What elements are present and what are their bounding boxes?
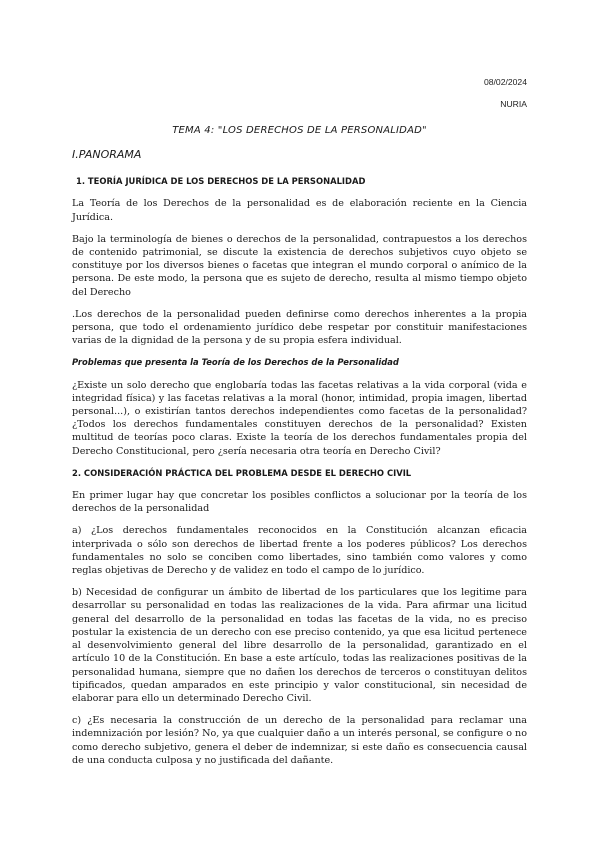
- document-title: TEMA 4: "LOS DERECHOS DE LA PERSONALIDAD": [172, 125, 427, 136]
- document-date: 08/02/2024: [483, 77, 527, 87]
- document-body: [72, 148, 527, 776]
- document-author: NURIA: [500, 99, 527, 109]
- subheading-problems: Problemas que presenta la Teoría de los Derechos de la Personalidad: [72, 357, 399, 368]
- paragraph-item-a: a) ¿Los derechos fundamentales reconocidos en la Constitución alcanzan eficacia interprivada o sólo son derechos de libertad frente a los poderes públicos? Los derechos fundamentales no solo se conciben como libertades, sino también como valores y como reglas objetivas de Derecho y de validez en todo el campo de lo jurídico.: [72, 525, 527, 577]
- paragraph: .Los derechos de la personalidad pueden definirse como derechos inherentes a la propia persona, que todo el ordenamiento jurídico debe respetar por constituir manifestaciones varias de la dignidad de la persona y de su propia esfera individual.: [72, 308, 527, 347]
- section-heading-panorama: I.PANORAMA: [72, 148, 142, 161]
- paragraph-item-c: c) ¿Es necesaria la construcción de un derecho de la personalidad para reclamar una indemnización por lesión? No, ya que cualquier daño a un interés personal, se configure o no como derecho subjetivo, genera el deber de indemnizar, si este daño es consecuencia causal de una conducta culposa y no justificada del dañante.: [72, 715, 527, 766]
- paragraph: ¿Existe un solo derecho que englobaría todas las facetas relativas a la vida corporal (vida e integridad física) y las facetas relativas a la moral (honor, intimidad, propia imagen, libertad personal...), o existirían tantos derechos independientes como facetas de la personalidad? ¿Todos los derechos fundamentales constituyen derechos de la personalidad? Existen multitud de teorías poco claras. Existe la teoría de los derechos fundamentales propia del Derecho Constitucional, pero ¿sería necesaria otra teoría en Derecho Civil?: [72, 379, 527, 457]
- paragraph: En primer lugar hay que concretar los posibles conflictos a solucionar por la teoría de los derechos de la personalidad: [72, 490, 527, 515]
- subsection-heading-1: 1. TEORÍA JURÍDICA DE LOS DERECHOS DE LA PERSONALIDAD: [76, 176, 366, 187]
- paragraph: La Teoría de los Derechos de la personalidad es de elaboración reciente en la Ciencia Jurídica.: [72, 198, 527, 223]
- subsection-heading-2: 2. CONSIDERACIÓN PRÁCTICA DEL PROBLEMA DESDE EL DERECHO CIVIL: [72, 467, 412, 478]
- paragraph-item-b: b) Necesidad de configurar un ámbito de libertad de los particulares que los legitime para desarrollar su personalidad en todas las realizaciones de la vida. Para afirmar una licitud general del desarrollo de la personalidad en todas las facetas de la vida, no es preciso postular la existencia de un derecho con ese preciso contenido, ya que esa licitud pertenece al desenvolvimiento general del libre desarrollo de la personalidad, garantizado en el artículo 10 de la Constitución. En base a este artículo, todas las realizaciones positivas de la personalidad humana, siempre que no dañen los derechos de terceros o constituyan delitos tipificados, quedan amparados en este principio y valor constitucional, sin necesidad de elaborar para ello un determinado Derecho Civil.: [72, 587, 527, 704]
- paragraph: Bajo la terminología de bienes o derechos de la personalidad, contrapuestos a los derechos de contenido patrimonial, se discute la existencia de derechos subjetivos cuyo objeto se constituye por los diversos bienes o facetas que integran el mundo corporal o anímico de la persona. De este modo, la persona que es sujeto de derecho, resulta al mismo tiempo objeto del Derecho: [72, 233, 527, 298]
